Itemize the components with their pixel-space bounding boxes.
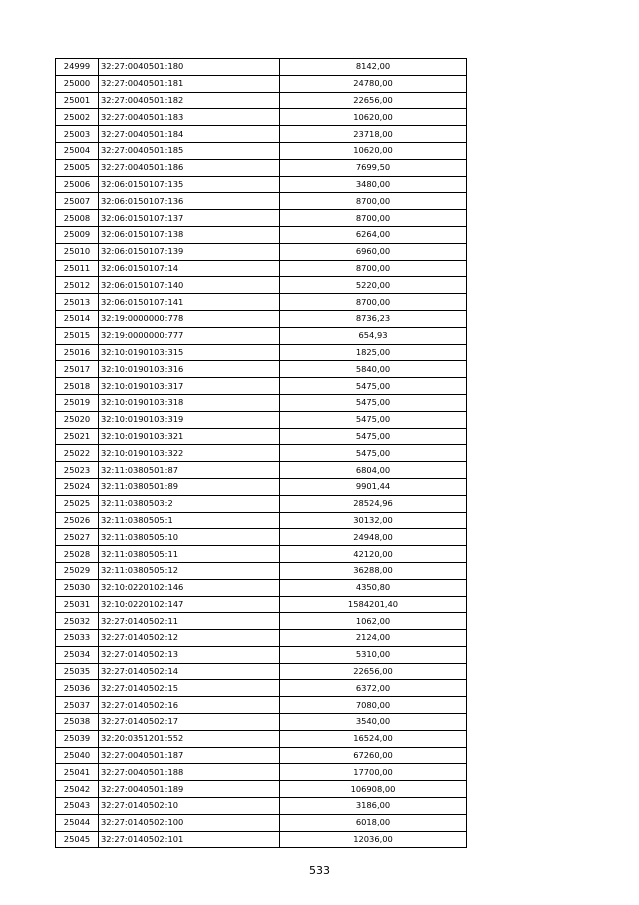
table-row bbox=[56, 193, 467, 210]
value-cell: 10620,00 bbox=[280, 109, 467, 126]
value-cell: 6960,00 bbox=[280, 243, 467, 260]
value-cell: 6372,00 bbox=[280, 680, 467, 697]
row-number-cell: 25019 bbox=[56, 394, 99, 411]
cadastral-number-cell: 32:27:0040501:181 bbox=[99, 75, 280, 92]
value-cell: 22656,00 bbox=[280, 663, 467, 680]
row-number-cell: 24999 bbox=[56, 59, 99, 76]
cadastral-number-cell: 32:10:0190103:319 bbox=[99, 411, 280, 428]
row-number-cell: 25001 bbox=[56, 92, 99, 109]
cadastral-number-cell: 32:27:0040501:187 bbox=[99, 747, 280, 764]
cadastral-number-cell: 32:10:0220102:146 bbox=[99, 579, 280, 596]
value-cell: 6804,00 bbox=[280, 462, 467, 479]
table-row bbox=[56, 512, 467, 529]
cadastral-number-cell: 32:10:0190103:316 bbox=[99, 361, 280, 378]
table-row bbox=[56, 428, 467, 445]
cadastral-number-cell: 32:27:0140502:101 bbox=[99, 831, 280, 848]
cadastral-number-cell: 32:11:0380505:10 bbox=[99, 529, 280, 546]
cadastral-number-cell: 32:11:0380503:2 bbox=[99, 495, 280, 512]
value-cell: 17700,00 bbox=[280, 764, 467, 781]
value-cell: 5475,00 bbox=[280, 428, 467, 445]
table-row bbox=[56, 394, 467, 411]
cadastral-number-cell: 32:11:0380505:1 bbox=[99, 512, 280, 529]
value-cell: 1584201,40 bbox=[280, 596, 467, 613]
table-row bbox=[56, 411, 467, 428]
value-cell: 5840,00 bbox=[280, 361, 467, 378]
value-cell: 5220,00 bbox=[280, 277, 467, 294]
table-row bbox=[56, 226, 467, 243]
cadastral-number-cell: 32:27:0140502:11 bbox=[99, 613, 280, 630]
cadastral-number-cell: 32:06:0150107:141 bbox=[99, 294, 280, 311]
table-row bbox=[56, 59, 467, 76]
cadastral-number-cell: 32:27:0140502:15 bbox=[99, 680, 280, 697]
row-number-cell: 25013 bbox=[56, 294, 99, 311]
table-row bbox=[56, 109, 467, 126]
table-row bbox=[56, 646, 467, 663]
value-cell: 2124,00 bbox=[280, 630, 467, 647]
cadastral-number-cell: 32:27:0140502:10 bbox=[99, 798, 280, 815]
row-number-cell: 25021 bbox=[56, 428, 99, 445]
value-cell: 5475,00 bbox=[280, 394, 467, 411]
table-row bbox=[56, 327, 467, 344]
cadastral-number-cell: 32:10:0190103:321 bbox=[99, 428, 280, 445]
cadastral-number-cell: 32:27:0040501:185 bbox=[99, 142, 280, 159]
value-cell: 3186,00 bbox=[280, 798, 467, 815]
value-cell: 5475,00 bbox=[280, 445, 467, 462]
row-number-cell: 25009 bbox=[56, 226, 99, 243]
cadastral-number-cell: 32:06:0150107:138 bbox=[99, 226, 280, 243]
table-row bbox=[56, 478, 467, 495]
table-row bbox=[56, 210, 467, 227]
row-number-cell: 25038 bbox=[56, 714, 99, 731]
cadastral-number-cell: 32:11:0380501:89 bbox=[99, 478, 280, 495]
row-number-cell: 25012 bbox=[56, 277, 99, 294]
table-row bbox=[56, 142, 467, 159]
value-cell: 5310,00 bbox=[280, 646, 467, 663]
cadastral-number-cell: 32:27:0040501:180 bbox=[99, 59, 280, 76]
value-cell: 30132,00 bbox=[280, 512, 467, 529]
row-number-cell: 25033 bbox=[56, 630, 99, 647]
cadastral-number-cell: 32:27:0140502:100 bbox=[99, 814, 280, 831]
value-cell: 5475,00 bbox=[280, 378, 467, 395]
table-row bbox=[56, 814, 467, 831]
cadastral-number-cell: 32:27:0040501:184 bbox=[99, 126, 280, 143]
row-number-cell: 25002 bbox=[56, 109, 99, 126]
value-cell: 8700,00 bbox=[280, 210, 467, 227]
table-row bbox=[56, 126, 467, 143]
value-cell: 1062,00 bbox=[280, 613, 467, 630]
table-row bbox=[56, 462, 467, 479]
row-number-cell: 25029 bbox=[56, 562, 99, 579]
cadastral-number-cell: 32:10:0190103:318 bbox=[99, 394, 280, 411]
value-cell: 36288,00 bbox=[280, 562, 467, 579]
table-row bbox=[56, 680, 467, 697]
row-number-cell: 25028 bbox=[56, 546, 99, 563]
row-number-cell: 25023 bbox=[56, 462, 99, 479]
table-row bbox=[56, 798, 467, 815]
page-number: 533 bbox=[309, 864, 330, 877]
table-row bbox=[56, 529, 467, 546]
value-cell: 6264,00 bbox=[280, 226, 467, 243]
table-row bbox=[56, 495, 467, 512]
cadastral-number-cell: 32:10:0220102:147 bbox=[99, 596, 280, 613]
row-number-cell: 25035 bbox=[56, 663, 99, 680]
row-number-cell: 25017 bbox=[56, 361, 99, 378]
cadastral-number-cell: 32:11:0380505:11 bbox=[99, 546, 280, 563]
table-row bbox=[56, 361, 467, 378]
table-row bbox=[56, 75, 467, 92]
table-row bbox=[56, 378, 467, 395]
value-cell: 8142,00 bbox=[280, 59, 467, 76]
row-number-cell: 25022 bbox=[56, 445, 99, 462]
cadastral-number-cell: 32:06:0150107:139 bbox=[99, 243, 280, 260]
cadastral-number-cell: 32:10:0190103:315 bbox=[99, 344, 280, 361]
cadastral-number-cell: 32:27:0040501:188 bbox=[99, 764, 280, 781]
value-cell: 1825,00 bbox=[280, 344, 467, 361]
cadastral-number-cell: 32:27:0140502:12 bbox=[99, 630, 280, 647]
table-row bbox=[56, 697, 467, 714]
value-cell: 8700,00 bbox=[280, 260, 467, 277]
row-number-cell: 25006 bbox=[56, 176, 99, 193]
cadastral-number-cell: 32:06:0150107:137 bbox=[99, 210, 280, 227]
row-number-cell: 25010 bbox=[56, 243, 99, 260]
row-number-cell: 25026 bbox=[56, 512, 99, 529]
table-row bbox=[56, 294, 467, 311]
row-number-cell: 25036 bbox=[56, 680, 99, 697]
row-number-cell: 25011 bbox=[56, 260, 99, 277]
row-number-cell: 25015 bbox=[56, 327, 99, 344]
table-row bbox=[56, 310, 467, 327]
cadastral-table bbox=[55, 58, 467, 848]
value-cell: 24948,00 bbox=[280, 529, 467, 546]
cadastral-number-cell: 32:27:0040501:189 bbox=[99, 781, 280, 798]
row-number-cell: 25018 bbox=[56, 378, 99, 395]
table-row bbox=[56, 630, 467, 647]
value-cell: 106908,00 bbox=[280, 781, 467, 798]
value-cell: 12036,00 bbox=[280, 831, 467, 848]
cadastral-number-cell: 32:27:0040501:182 bbox=[99, 92, 280, 109]
cadastral-number-cell: 32:06:0150107:14 bbox=[99, 260, 280, 277]
value-cell: 654,93 bbox=[280, 327, 467, 344]
cadastral-number-cell: 32:11:0380505:12 bbox=[99, 562, 280, 579]
cadastral-number-cell: 32:27:0040501:186 bbox=[99, 159, 280, 176]
cadastral-number-cell: 32:10:0190103:317 bbox=[99, 378, 280, 395]
row-number-cell: 25004 bbox=[56, 142, 99, 159]
cadastral-number-cell: 32:27:0040501:183 bbox=[99, 109, 280, 126]
table-row bbox=[56, 781, 467, 798]
table-row bbox=[56, 277, 467, 294]
table-row bbox=[56, 562, 467, 579]
table-row bbox=[56, 831, 467, 848]
cadastral-number-cell: 32:06:0150107:135 bbox=[99, 176, 280, 193]
row-number-cell: 25027 bbox=[56, 529, 99, 546]
cadastral-number-cell: 32:27:0140502:17 bbox=[99, 714, 280, 731]
row-number-cell: 25024 bbox=[56, 478, 99, 495]
cadastral-number-cell: 32:20:0351201:552 bbox=[99, 730, 280, 747]
value-cell: 4350,80 bbox=[280, 579, 467, 596]
table-row bbox=[56, 546, 467, 563]
row-number-cell: 25040 bbox=[56, 747, 99, 764]
table-row bbox=[56, 579, 467, 596]
value-cell: 28524,96 bbox=[280, 495, 467, 512]
table-row bbox=[56, 159, 467, 176]
row-number-cell: 25008 bbox=[56, 210, 99, 227]
table-row bbox=[56, 764, 467, 781]
value-cell: 67260,00 bbox=[280, 747, 467, 764]
cadastral-number-cell: 32:11:0380501:87 bbox=[99, 462, 280, 479]
cadastral-number-cell: 32:06:0150107:136 bbox=[99, 193, 280, 210]
row-number-cell: 25025 bbox=[56, 495, 99, 512]
cadastral-number-cell: 32:10:0190103:322 bbox=[99, 445, 280, 462]
value-cell: 23718,00 bbox=[280, 126, 467, 143]
row-number-cell: 25041 bbox=[56, 764, 99, 781]
table-row bbox=[56, 747, 467, 764]
table-row bbox=[56, 92, 467, 109]
row-number-cell: 25007 bbox=[56, 193, 99, 210]
table-row bbox=[56, 344, 467, 361]
table-row bbox=[56, 176, 467, 193]
row-number-cell: 25014 bbox=[56, 310, 99, 327]
row-number-cell: 25045 bbox=[56, 831, 99, 848]
value-cell: 10620,00 bbox=[280, 142, 467, 159]
table-row bbox=[56, 445, 467, 462]
row-number-cell: 25003 bbox=[56, 126, 99, 143]
row-number-cell: 25042 bbox=[56, 781, 99, 798]
row-number-cell: 25030 bbox=[56, 579, 99, 596]
cadastral-number-cell: 32:27:0140502:14 bbox=[99, 663, 280, 680]
value-cell: 16524,00 bbox=[280, 730, 467, 747]
value-cell: 9901,44 bbox=[280, 478, 467, 495]
row-number-cell: 25034 bbox=[56, 646, 99, 663]
table-row bbox=[56, 243, 467, 260]
value-cell: 8736,23 bbox=[280, 310, 467, 327]
value-cell: 8700,00 bbox=[280, 193, 467, 210]
value-cell: 5475,00 bbox=[280, 411, 467, 428]
table-row bbox=[56, 613, 467, 630]
cadastral-number-cell: 32:19:0000000:777 bbox=[99, 327, 280, 344]
cadastral-number-cell: 32:06:0150107:140 bbox=[99, 277, 280, 294]
row-number-cell: 25039 bbox=[56, 730, 99, 747]
row-number-cell: 25000 bbox=[56, 75, 99, 92]
row-number-cell: 25005 bbox=[56, 159, 99, 176]
table-row bbox=[56, 730, 467, 747]
value-cell: 24780,00 bbox=[280, 75, 467, 92]
row-number-cell: 25032 bbox=[56, 613, 99, 630]
value-cell: 42120,00 bbox=[280, 546, 467, 563]
value-cell: 22656,00 bbox=[280, 92, 467, 109]
table-row bbox=[56, 714, 467, 731]
value-cell: 3540,00 bbox=[280, 714, 467, 731]
value-cell: 7699,50 bbox=[280, 159, 467, 176]
value-cell: 7080,00 bbox=[280, 697, 467, 714]
value-cell: 3480,00 bbox=[280, 176, 467, 193]
cadastral-number-cell: 32:19:0000000:778 bbox=[99, 310, 280, 327]
cadastral-number-cell: 32:27:0140502:13 bbox=[99, 646, 280, 663]
row-number-cell: 25016 bbox=[56, 344, 99, 361]
value-cell: 8700,00 bbox=[280, 294, 467, 311]
value-cell: 6018,00 bbox=[280, 814, 467, 831]
table-row bbox=[56, 260, 467, 277]
row-number-cell: 25031 bbox=[56, 596, 99, 613]
row-number-cell: 25037 bbox=[56, 697, 99, 714]
table-row bbox=[56, 663, 467, 680]
table-row bbox=[56, 596, 467, 613]
row-number-cell: 25044 bbox=[56, 814, 99, 831]
row-number-cell: 25020 bbox=[56, 411, 99, 428]
table-body bbox=[56, 59, 467, 848]
row-number-cell: 25043 bbox=[56, 798, 99, 815]
cadastral-number-cell: 32:27:0140502:16 bbox=[99, 697, 280, 714]
